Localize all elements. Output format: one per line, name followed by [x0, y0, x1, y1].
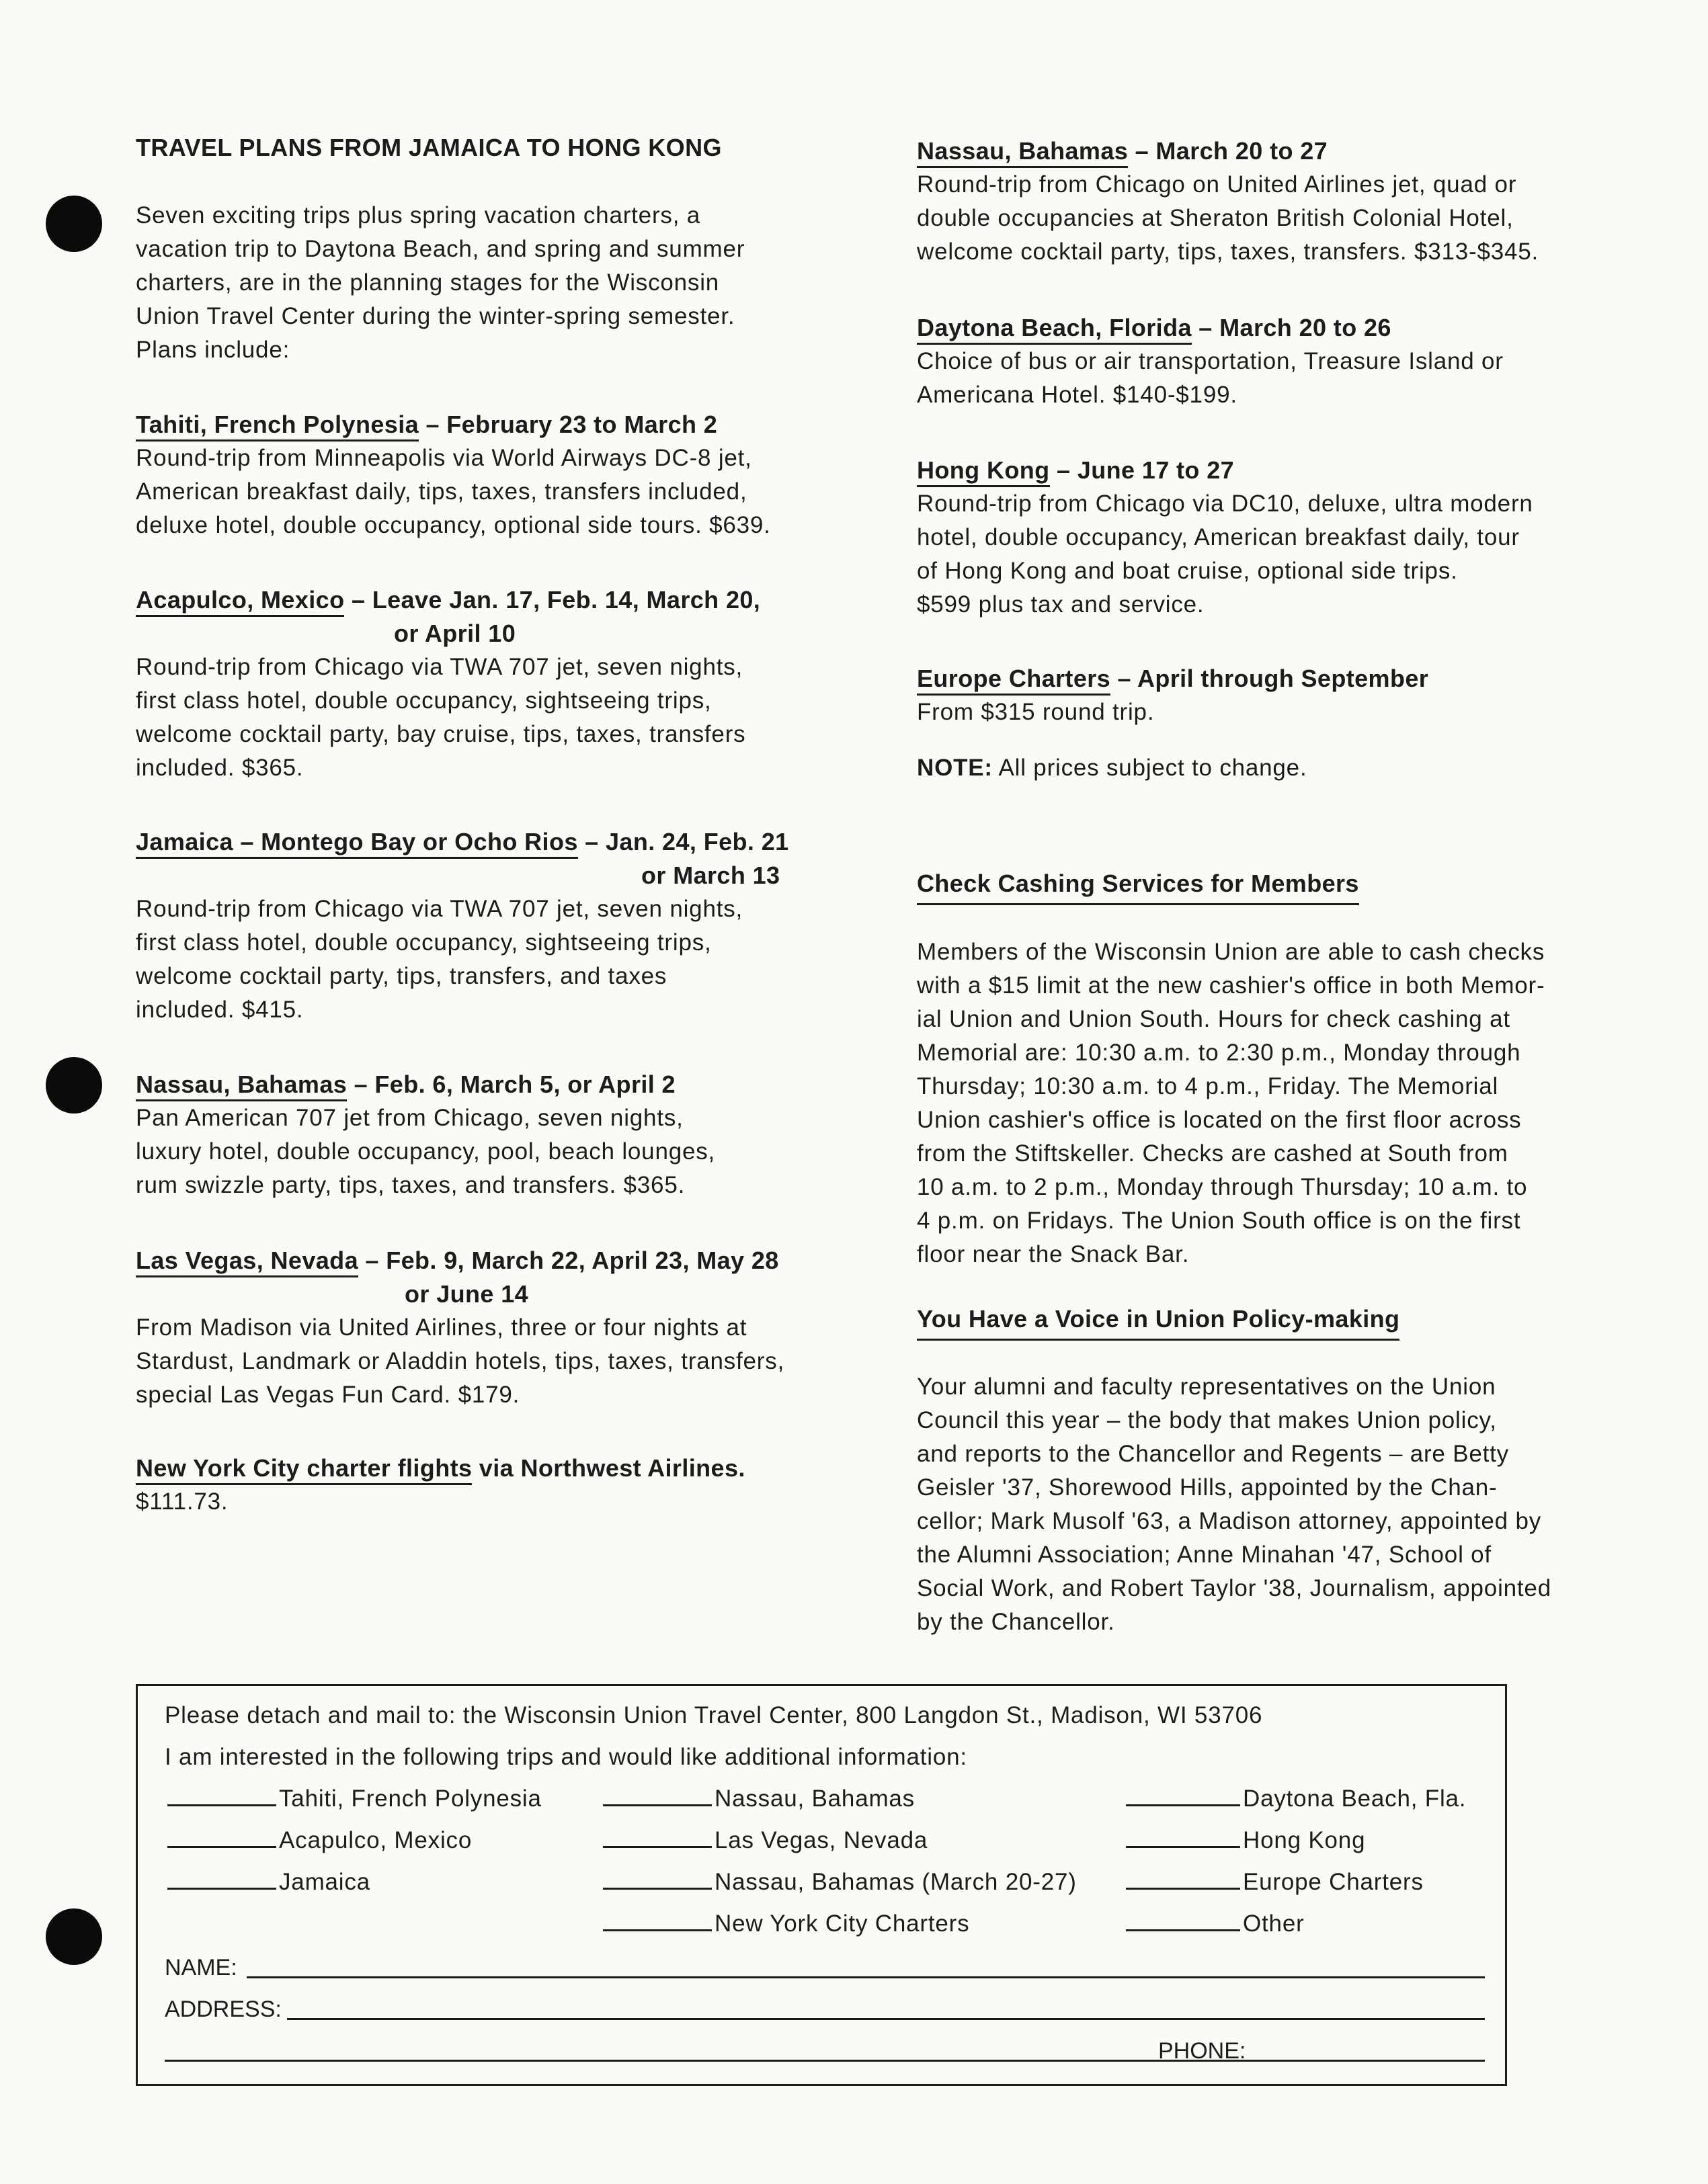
text-line: ial Union and Union South. Hours for check cashing at [917, 1006, 1510, 1032]
trip-europe [917, 662, 1683, 729]
section-heading: You Have a Voice in Union Policy-making [917, 1302, 1399, 1341]
trip-dates: – Feb. 9, March 22, April 23, May 28 [358, 1247, 779, 1274]
trip-line: From Madison via United Airlines, three or four nights at [136, 1314, 747, 1341]
trip-line: Choice of bus or air transportation, Treasure Island or [917, 348, 1504, 374]
text-line: 4 p.m. on Fridays. The Union South office is on the first [917, 1208, 1521, 1234]
trip-place: Nassau, Bahamas [136, 1070, 347, 1101]
checkbox-blank[interactable] [167, 1888, 276, 1890]
option-label: Tahiti, French Polynesia [279, 1786, 542, 1812]
trip-line: welcome cocktail party, bay cruise, tips, taxes, transfers [136, 721, 746, 747]
trip-line: $599 plus tax and service. [917, 591, 1205, 618]
option-nassau-march[interactable] [603, 1869, 1077, 1896]
text-line: Thursday; 10:30 a.m. to 4 p.m., Friday. The Memorial [917, 1073, 1499, 1099]
trip-line: deluxe hotel, double occupancy, optional side tours. $639. [136, 512, 771, 538]
option-label: Nassau, Bahamas (March 20-27) [715, 1869, 1077, 1895]
address-line-2-field[interactable] [165, 2060, 1278, 2062]
text-line: floor near the Snack Bar. [917, 1241, 1190, 1267]
text-line: by the Chancellor. [917, 1609, 1115, 1635]
union-policy-text [917, 1370, 1683, 1639]
intro-line: vacation trip to Daytona Beach, and spring and summer [136, 236, 745, 262]
checkbox-blank[interactable] [1126, 1846, 1240, 1848]
trip-dates: – March 20 to 26 [1191, 314, 1391, 341]
checkbox-blank[interactable] [167, 1804, 276, 1806]
text-line: Union cashier's office is located on the first floor across [917, 1107, 1522, 1133]
text-line: and reports to the Chancellor and Regents – are Betty [917, 1441, 1509, 1467]
check-cashing-section [917, 867, 1683, 905]
trip-line: American breakfast daily, tips, taxes, transfers included, [136, 478, 747, 505]
trip-place: Tahiti, French Polynesia [136, 411, 419, 442]
trip-line: Round-trip from Chicago via DC10, deluxe, ultra modern [917, 491, 1533, 517]
trip-line: double occupancies at Sheraton British Colonial Hotel, [917, 205, 1514, 231]
trip-dates: – Leave Jan. 17, Feb. 14, March 20, [344, 586, 761, 614]
trip-dates-continued: or June 14 [405, 1280, 529, 1308]
option-tahiti[interactable] [167, 1786, 542, 1812]
trip-place: Acapulco, Mexico [136, 586, 344, 617]
intro-line: charters, are in the planning stages for the Wisconsin [136, 269, 720, 296]
option-daytona[interactable] [1126, 1786, 1466, 1812]
address-field[interactable] [287, 2018, 1485, 2020]
trip-line: welcome cocktail party, tips, transfers, and taxes [136, 963, 667, 989]
trip-line: Americana Hotel. $140-$199. [917, 382, 1237, 408]
trip-place: Nassau, Bahamas [917, 137, 1128, 168]
price-note [917, 751, 1683, 785]
trip-line: Round-trip from Minneapolis via World Airways DC-8 jet, [136, 445, 752, 471]
trip-place: Jamaica – Montego Bay or Ocho Rios [136, 828, 578, 859]
section-heading: Check Cashing Services for Members [917, 867, 1359, 905]
form-mail-to: Please detach and mail to: the Wisconsin Union Travel Center, 800 Langdon St., Madison, WI 53706 [165, 1702, 1263, 1728]
trip-line: Round-trip from Chicago via TWA 707 jet, seven nights, [136, 654, 743, 680]
trip-line: From $315 round trip. [917, 699, 1155, 725]
option-label: Other [1243, 1910, 1305, 1937]
text-line: Your alumni and faculty representatives on the Union [917, 1374, 1496, 1400]
option-hong-kong[interactable] [1126, 1827, 1365, 1854]
checkbox-blank[interactable] [1126, 1888, 1240, 1890]
option-other[interactable] [1126, 1910, 1305, 1937]
option-label: Daytona Beach, Fla. [1243, 1786, 1467, 1812]
form-interest-line: I am interested in the following trips and would like additional information: [165, 1744, 967, 1770]
detach-mail-form [136, 1684, 1507, 2086]
text-line: 10 a.m. to 2 p.m., Monday through Thursday; 10 a.m. to [917, 1174, 1528, 1200]
trip-hong-kong [917, 454, 1683, 622]
checkbox-blank[interactable] [1126, 1804, 1240, 1806]
checkbox-blank[interactable] [603, 1846, 712, 1848]
trip-line: Stardust, Landmark or Aladdin hotels, tips, taxes, transfers, [136, 1348, 785, 1374]
trip-dates: – Feb. 6, March 5, or April 2 [347, 1070, 676, 1098]
trip-daytona [917, 311, 1683, 412]
trip-line: Pan American 707 jet from Chicago, seven nights, [136, 1105, 684, 1131]
trip-place: Europe Charters [917, 665, 1110, 696]
text-line: Geisler '37, Shorewood Hills, appointed by the Chan- [917, 1474, 1498, 1501]
phone-field[interactable] [1260, 2060, 1485, 2062]
trip-line: first class hotel, double occupancy, sightseeing trips, [136, 687, 712, 714]
option-europe[interactable] [1126, 1869, 1424, 1896]
text-line: Memorial are: 10:30 a.m. to 2:30 p.m., Monday through [917, 1040, 1521, 1066]
trip-dates: – Jan. 24, Feb. 21 [577, 828, 789, 855]
text-line: Members of the Wisconsin Union are able to cash checks [917, 939, 1545, 965]
trip-dates: via Northwest Airlines. [472, 1454, 745, 1482]
note-text: All prices subject to change. [992, 755, 1307, 781]
trip-dates: – April through September [1110, 665, 1429, 692]
binder-hole-top [46, 196, 102, 252]
name-field[interactable] [247, 1976, 1485, 1978]
trip-line: of Hong Kong and boat cruise, optional side trips. [917, 558, 1458, 584]
checkbox-blank[interactable] [1126, 1929, 1240, 1931]
trip-new-york [136, 1452, 895, 1519]
trip-dates: – June 17 to 27 [1049, 456, 1235, 484]
option-label: Las Vegas, Nevada [715, 1827, 928, 1853]
trip-line: $111.73. [136, 1488, 229, 1515]
option-acapulco[interactable] [167, 1827, 472, 1854]
option-label: Nassau, Bahamas [715, 1786, 915, 1812]
trip-place: New York City charter flights [136, 1454, 472, 1485]
phone-label: PHONE: [1158, 2038, 1246, 2064]
page-title: TRAVEL PLANS FROM JAMAICA TO HONG KONG [136, 134, 722, 161]
intro-line: Plans include: [136, 337, 290, 363]
option-new-york[interactable] [603, 1910, 969, 1937]
trip-line: included. $365. [136, 755, 304, 781]
trip-line: hotel, double occupancy, American breakfast daily, tour [917, 524, 1520, 550]
option-label: Europe Charters [1243, 1869, 1424, 1895]
trip-las-vegas [136, 1244, 895, 1412]
note-label: NOTE: [917, 755, 993, 781]
trip-line: rum swizzle party, tips, taxes, and transfers. $365. [136, 1172, 686, 1198]
check-cashing-text [917, 935, 1683, 1271]
checkbox-blank[interactable] [167, 1846, 276, 1848]
trip-line: included. $415. [136, 997, 304, 1023]
trip-line: Round-trip from Chicago on United Airlines jet, quad or [917, 171, 1517, 198]
option-label: New York City Charters [715, 1910, 970, 1937]
trip-line: Round-trip from Chicago via TWA 707 jet, seven nights, [136, 896, 743, 922]
text-line: with a $15 limit at the new cashier's office in both Memor- [917, 972, 1545, 999]
trip-line: special Las Vegas Fun Card. $179. [136, 1382, 520, 1408]
trip-place: Las Vegas, Nevada [136, 1247, 358, 1277]
name-label: NAME: [165, 1955, 237, 1980]
trip-dates-continued: or April 10 [394, 620, 516, 647]
intro-paragraph [136, 199, 895, 367]
option-las-vegas[interactable] [603, 1827, 928, 1854]
intro-line: Union Travel Center during the winter-spring semester. [136, 303, 735, 329]
text-line: Council this year – the body that makes Union policy, [917, 1407, 1497, 1433]
text-line: the Alumni Association; Anne Minahan '47, School of [917, 1542, 1492, 1568]
binder-hole-middle [46, 1057, 102, 1114]
trip-line: welcome cocktail party, tips, taxes, transfers. $313-$345. [917, 239, 1539, 265]
trip-dates-continued: or March 13 [641, 862, 780, 889]
trip-dates: – March 20 to 27 [1128, 137, 1328, 165]
text-line: cellor; Mark Musolf '63, a Madison attorney, appointed by [917, 1508, 1542, 1534]
trip-line: first class hotel, double occupancy, sightseeing trips, [136, 929, 712, 956]
trip-place: Daytona Beach, Florida [917, 314, 1192, 345]
trip-nassau [136, 1068, 895, 1202]
checkbox-blank[interactable] [603, 1929, 712, 1931]
option-label: Hong Kong [1243, 1827, 1366, 1853]
trip-place: Hong Kong [917, 456, 1050, 487]
intro-line: Seven exciting trips plus spring vacation charters, a [136, 202, 701, 228]
option-label: Jamaica [279, 1869, 370, 1895]
trip-line: luxury hotel, double occupancy, pool, beach lounges, [136, 1138, 716, 1165]
text-line: from the Stiftskeller. Checks are cashed at South from [917, 1140, 1508, 1167]
trip-dates: – February 23 to March 2 [419, 411, 718, 438]
trip-acapulco [136, 583, 895, 785]
option-nassau[interactable] [603, 1786, 915, 1812]
address-label: ADDRESS: [165, 1997, 282, 2022]
option-jamaica[interactable] [167, 1869, 370, 1896]
binder-hole-bottom [46, 1908, 102, 1965]
checkbox-blank[interactable] [603, 1804, 712, 1806]
union-policy-section [917, 1302, 1683, 1341]
trip-nassau-march [917, 134, 1683, 269]
trip-jamaica [136, 825, 895, 1027]
checkbox-blank[interactable] [603, 1888, 712, 1890]
trip-tahiti [136, 408, 895, 542]
option-label: Acapulco, Mexico [279, 1827, 473, 1853]
text-line: Social Work, and Robert Taylor '38, Journalism, appointed [917, 1575, 1551, 1601]
